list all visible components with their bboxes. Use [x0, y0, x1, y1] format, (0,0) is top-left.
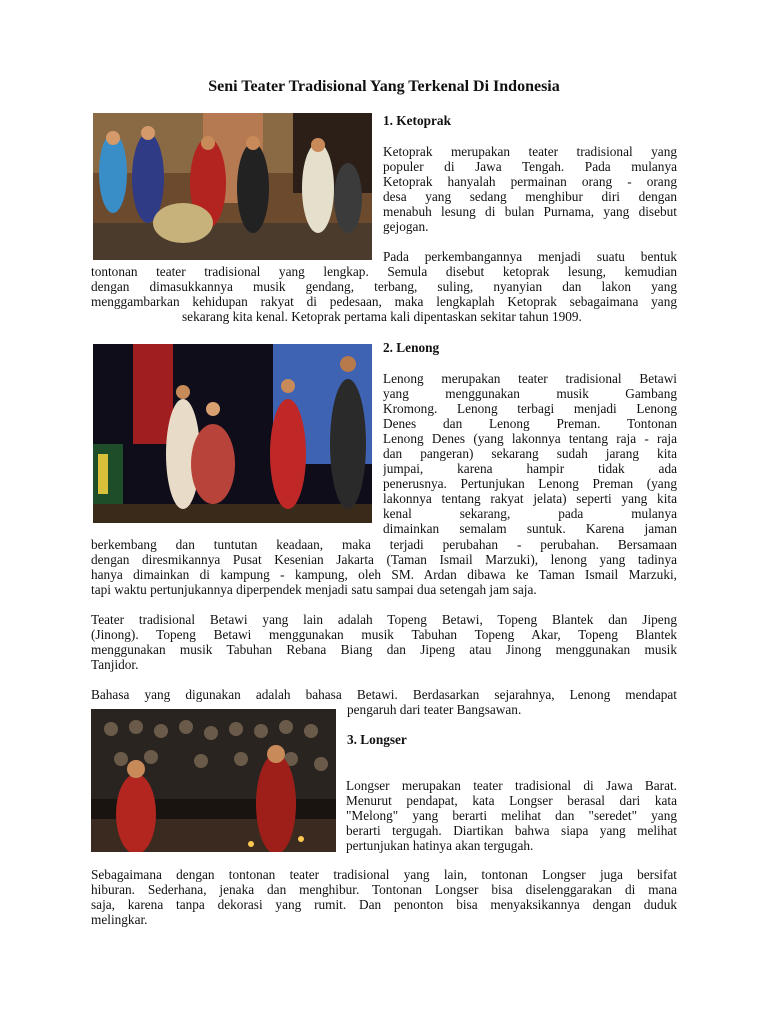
page-title: Seni Teater Tradisional Yang Terkenal Di Indonesia [208, 78, 560, 95]
text-line: desa yang sedang menghibur diri dengan [383, 189, 677, 204]
text-line: pengaruh dari teater Bangsawan. [347, 702, 522, 717]
text-line: tapi waktu pertunjukannya diperpendek menjadi satu sampai dua setengah jam saja. [91, 582, 537, 597]
text-line: (Jinong). Topeng Betawi menggunakan musik Tabuhan Topeng Akar, Topeng Blantek [91, 627, 677, 642]
text-line: hanya dimainkan di kampung - kampung, oleh SM. Ardan dibawa ke Taman Ismail Marzuki, [91, 567, 677, 582]
text-line: kenal sekarang, pada mulanya [383, 506, 677, 521]
ketoprak-paragraph-1 [383, 144, 677, 234]
text-line: menabuh lesung di bulan Purnama, yang disebut [383, 204, 677, 219]
text-line: hiburan. Sederhana, jenaka dan menghibur. Tontonan Longser bisa diselenggarakan di mana [91, 882, 677, 897]
lenong-paragraph-2 [91, 612, 677, 672]
text-line: populer di Jawa Tengah. Pada mulanya [383, 159, 677, 174]
text-line: yang menggunakan musik Gambang [383, 386, 677, 401]
lenong-paragraph-1-side [383, 371, 677, 536]
text-line: menggambarkan kehidupan rakyat di pedesaan, maka lengkaplah Ketoprak sebagaimana yang [91, 294, 677, 309]
text-line: tontonan teater tradisional yang lengkap. Semula disebut ketoprak lesung, kemudian [91, 264, 677, 279]
text-line: Ketoprak hanyalah permainan orang - orang [383, 174, 677, 189]
text-line: Pada perkembangannya menjadi suatu bentuk [383, 249, 677, 264]
text-line: sekarang kita kenal. Ketoprak pertama kali dipentaskan sekitar tahun 1909. [182, 309, 582, 324]
lenong-photo [93, 344, 372, 523]
ketoprak-paragraph-2 [91, 264, 677, 324]
text-line: berarti tergugah. Diartikan bahwa siapa yang melihat [346, 823, 677, 838]
text-line: menggunakan musik Tabuhan Rebana Biang dan Jipeng atau Jinong menggunakan musik [91, 642, 677, 657]
text-line: Bahasa yang digunakan adalah bahasa Betawi. Berdasarkan sejarahnya, Lenong mendapat [91, 687, 677, 702]
section-heading-longser: 3. Longser [347, 732, 407, 747]
text-line: Longser merupakan teater tradisional di Jawa Barat. [346, 778, 677, 793]
text-line: Sebagaimana dengan tontonan teater tradisional yang lain, tontonan Longser juga bersifat [91, 867, 677, 882]
text-line: Teater tradisional Betawi yang lain adalah Topeng Betawi, Topeng Blantek dan Jipeng [91, 612, 677, 627]
section-heading-ketoprak: 1. Ketoprak [383, 113, 451, 128]
text-line: dengan diresmikannya Pusat Kesenian Jakarta (Taman Ismail Marzuki), lenong yang tadinya [91, 552, 677, 567]
text-line: Tanjidor. [91, 657, 139, 672]
text-line: Kromong. Lenong terbagi menjadi Lenong [383, 401, 677, 416]
text-line: saja, karena tanpa dekorasi yang rumit. Dan penonton bisa menyaksikannya dengan duduk [91, 897, 677, 912]
ketoprak-paragraph-2-side [383, 249, 677, 264]
text-line: jumpai, karena hampir tidak ada [383, 461, 677, 476]
text-line: dan pangeran) sekarang sudah jarang kita [383, 446, 677, 461]
longser-paragraph-1 [346, 778, 677, 853]
text-line: Menurut pendapat, kata Longser berasal dari kata [346, 793, 677, 808]
text-line: "Melong" yang berarti melihat dan "seredet" yang [346, 808, 677, 823]
text-line: dengan dimasukkannya musik gendang, terbang, suling, nyanyian dan lakon yang [91, 279, 677, 294]
ketoprak-photo [93, 113, 372, 260]
section-heading-lenong: 2. Lenong [383, 340, 440, 355]
text-line: Denes dan Lenong Preman. Tontonan [383, 416, 677, 431]
text-line: pertunjukan hatinya akan tergugah. [346, 838, 534, 853]
text-line: gejogan. [383, 219, 429, 234]
text-line: berkembang dan tuntutan keadaan, maka terjadi perubahan - perubahan. Bersamaan [91, 537, 677, 552]
text-line: melingkar. [91, 912, 148, 927]
text-line: Ketoprak merupakan teater tradisional yang [383, 144, 677, 159]
text-line: Lenong merupakan teater tradisional Betawi [383, 371, 677, 386]
text-line: Lenong Denes (yang lakonnya tentang raja - raja [383, 431, 677, 446]
longser-photo [91, 709, 336, 852]
longser-paragraph-2 [91, 867, 677, 927]
text-line: penerusnya. Pertunjukan Lenong Preman (yang [383, 476, 677, 491]
text-line: lakonnya tentang rakyat jelata) seperti yang kita [383, 491, 677, 506]
lenong-paragraph-1 [91, 537, 677, 597]
text-line: dimainkan semalam suntuk. Karena jaman [383, 521, 677, 536]
